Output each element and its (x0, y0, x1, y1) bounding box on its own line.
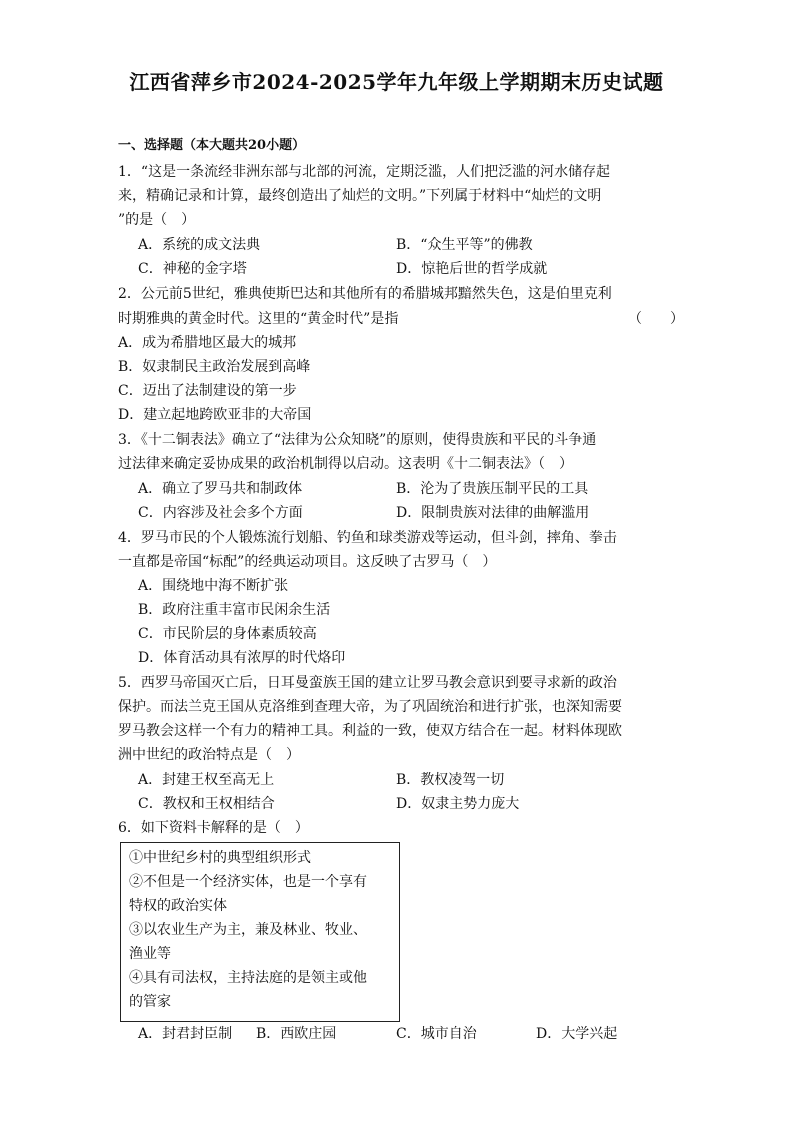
question-2-line-2: 时期雅典的黄金时代。这里的“黄金时代”是指 (118, 311, 399, 327)
section-heading: 一、选择题（本大题共20小题） (118, 138, 306, 153)
info-card-line: ④具有司法权，主持法庭的是领主或他 (129, 970, 367, 986)
question-6-option-c[interactable]: C．城市自治 (396, 1026, 477, 1042)
question-1-option-b[interactable]: B．“众生平等”的佛教 (396, 237, 533, 253)
question-6-option-b[interactable]: B．西欧庄园 (256, 1026, 337, 1042)
question-3-option-b[interactable]: B．沦为了贵族压制平民的工具 (396, 481, 589, 497)
question-4-option-b[interactable]: B．政府注重丰富市民闲余生活 (138, 602, 331, 618)
question-4-option-a[interactable]: A．围绕地中海不断扩张 (138, 578, 289, 594)
question-1-option-a[interactable]: A．系统的成文法典 (138, 237, 261, 253)
question-2-option-a[interactable]: A．成为希腊地区最大的城邦 (118, 335, 297, 351)
question-4-line-1: 4．罗马市民的个人锻炼流行划船、钓鱼和球类游戏等运动，但斗剑，摔角、拳击 (118, 530, 617, 546)
question-1-line-2: 来，精确记录和计算，最终创造出了灿烂的文明。”下列属于材料中“灿烂的文明 (118, 188, 602, 204)
page-title: 江西省萍乡市2024-2025学年九年级上学期期末历史试题 (129, 70, 664, 94)
question-5-line-4: 洲中世纪的政治特点是（ ） (118, 747, 300, 763)
question-5-option-d[interactable]: D．奴隶主势力庞大 (396, 796, 520, 812)
question-6-option-d[interactable]: D．大学兴起 (536, 1026, 618, 1042)
question-1-option-c[interactable]: C．神秘的金字塔 (138, 261, 247, 277)
question-5-option-a[interactable]: A．封建王权至高无上 (138, 772, 275, 788)
question-2-option-d[interactable]: D．建立起地跨欧亚非的大帝国 (118, 407, 312, 423)
question-1-line-1: 1．“这是一条流经非洲东部与北部的河流，定期泛滥，人们把泛滥的河水储存起 (118, 164, 611, 180)
info-card-line: ②不但是一个经济实体，也是一个享有 (129, 874, 367, 890)
info-card-line: ③以农业生产为主，兼及林业、牧业、 (129, 922, 367, 938)
info-card-line: 渔业等 (129, 946, 171, 962)
question-2-option-c[interactable]: C．迈出了法制建设的第一步 (118, 383, 297, 399)
question-5-option-c[interactable]: C．教权和王权相结合 (138, 796, 275, 812)
question-5-option-b[interactable]: B．教权凌驾一切 (396, 772, 505, 788)
question-3-option-a[interactable]: A．确立了罗马共和制政体 (138, 481, 303, 497)
info-card (120, 842, 400, 1022)
question-6-option-a[interactable]: A．封君封臣制 (138, 1026, 233, 1042)
question-1-option-d[interactable]: D．惊艳后世的哲学成就 (396, 261, 548, 277)
question-2-line-1: 2．公元前5世纪，雅典使斯巴达和其他所有的希腊城邦黯然失色，这是伯里克利 (118, 286, 612, 302)
info-card-line: 特权的政治实体 (129, 898, 227, 914)
question-2-option-b[interactable]: B．奴隶制民主政治发展到高峰 (118, 359, 311, 375)
question-4-line-2: 一直都是帝国“标配”的经典运动项目。这反映了古罗马（ ） (118, 554, 497, 570)
info-card-line: ①中世纪乡村的典型组织形式 (129, 850, 311, 866)
question-4-option-c[interactable]: C．市民阶层的身体素质较高 (138, 626, 317, 642)
info-card-line: 的管家 (129, 994, 171, 1010)
question-2-answer-blank: （ ） (628, 311, 684, 327)
question-4-option-d[interactable]: D．体育活动具有浓厚的时代烙印 (138, 650, 346, 666)
question-6-line-1: 6．如下资料卡解释的是（ ） (118, 820, 309, 836)
question-1-line-3: ”的是（ ） (118, 212, 196, 228)
question-3-option-d[interactable]: D．限制贵族对法律的曲解滥用 (396, 505, 590, 521)
question-5-line-1: 5．西罗马帝国灭亡后，日耳曼蛮族王国的建立让罗马教会意识到要寻求新的政治 (118, 675, 617, 691)
question-5-line-2: 保护。而法兰克王国从克洛维到查理大帝，为了巩固统治和进行扩张，也深知需要 (118, 699, 622, 715)
question-3-line-1: 3．《十二铜表法》确立了“法律为公众知晓”的原则，使得贵族和平民的斗争通 (118, 432, 597, 448)
question-3-line-2: 过法律来确定妥协成果的政治机制得以启动。这表明《十二铜表法》（ ） (118, 456, 573, 472)
question-3-option-c[interactable]: C．内容涉及社会多个方面 (138, 505, 303, 521)
question-5-line-3: 罗马教会这样一个有力的精神工具。利益的一致，使双方结合在一起。材料体现欧 (118, 723, 622, 739)
